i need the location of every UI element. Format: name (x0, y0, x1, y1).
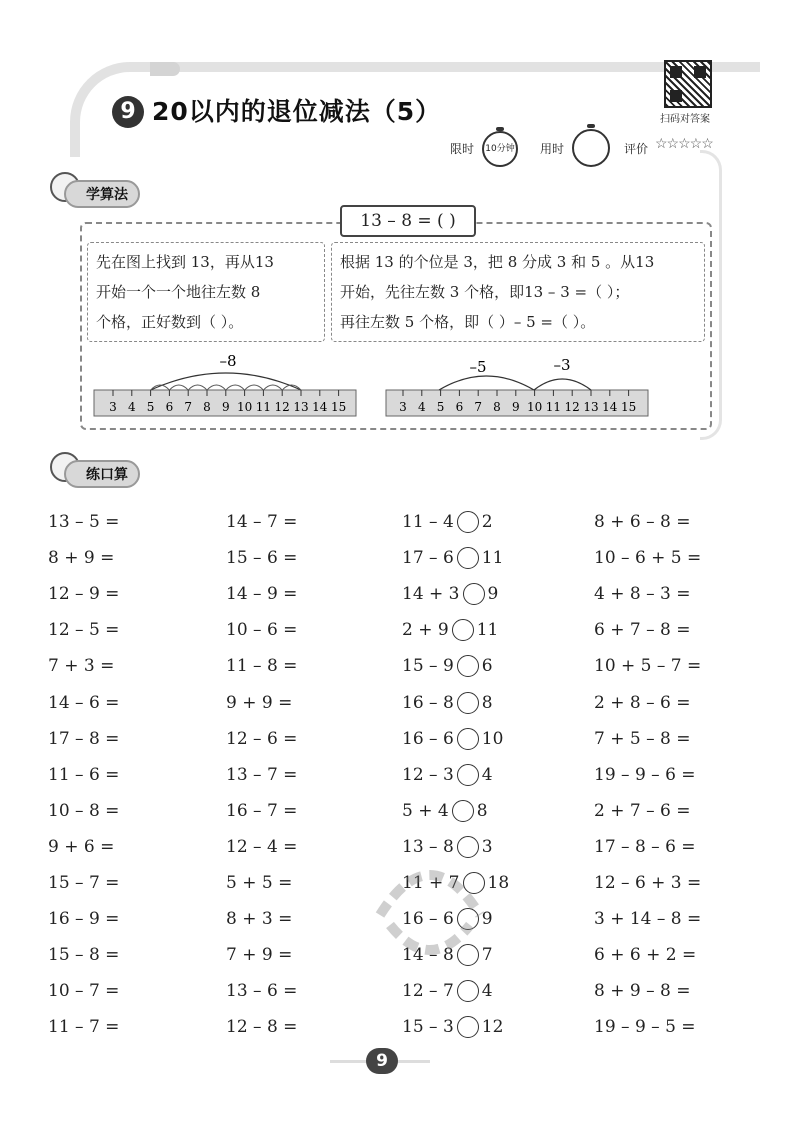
compare-left: 11 + 7 (402, 873, 460, 893)
exercise-item[interactable]: 3 + 14 – 8 = (594, 909, 702, 930)
number-line-tick-label: 7 (184, 400, 193, 414)
compare-left: 11 – 4 (402, 512, 454, 532)
compare-left: 16 – 6 (402, 909, 454, 930)
number-line-tick-label: 7 (474, 400, 483, 414)
jump-arc-1 (226, 385, 245, 390)
exercise-item[interactable] (402, 618, 498, 642)
method-left-box (87, 242, 325, 342)
watermark-stamp (360, 845, 500, 965)
compare-circle[interactable] (457, 692, 479, 714)
jump-arc-1 (188, 385, 207, 390)
jump-arc-5 (439, 376, 534, 390)
exercise-item[interactable]: 12 – 4 = (226, 836, 298, 857)
exercise-item[interactable]: 12 – 9 = (48, 584, 120, 605)
number-line-tick-label: 5 (146, 400, 155, 414)
clock-knob-icon (587, 124, 595, 128)
exercise-item[interactable]: 6 + 6 + 2 = (594, 945, 697, 966)
number-line-tick-label: 6 (455, 400, 464, 414)
jump-arc-1 (169, 385, 188, 390)
exercise-item[interactable]: 15 – 8 = (48, 945, 120, 966)
rating-label: 评价 (624, 142, 649, 156)
compare-circle[interactable] (457, 764, 479, 786)
compare-right: 11 (476, 620, 499, 641)
jump-arc-1 (207, 385, 226, 390)
time-used-label: 用时 (540, 142, 565, 156)
compare-left: 17 – 6 (402, 548, 454, 569)
exercise-item[interactable] (402, 691, 493, 715)
method-left-line: 个格，正好数到（ ）。 (96, 313, 244, 331)
jump-arc-1 (245, 385, 264, 390)
exercise-item[interactable]: 12 – 5 = (48, 620, 120, 641)
time-used-clock[interactable] (572, 129, 610, 167)
compare-right: 10 (481, 728, 504, 749)
number-line-tick-label: 13 (293, 400, 309, 414)
method-left-line: 开始一个一个地往左数 8 (96, 283, 261, 301)
exercise-item[interactable] (402, 546, 503, 570)
exercise-item[interactable]: 13 – 7 = (226, 764, 298, 785)
compare-right: 9 (487, 584, 499, 605)
compare-right: 8 (476, 800, 488, 821)
exercise-item[interactable]: 10 – 7 = (48, 981, 120, 1002)
formula-box: 13 – 8 = ( ) (340, 205, 476, 237)
exercise-item[interactable]: 6 + 7 – 8 = (594, 620, 691, 641)
compare-circle[interactable] (457, 980, 479, 1002)
method-right-line: 再往左数 5 个格，即（ ）– 5 =（ ）。 (340, 313, 596, 331)
exercise-item[interactable]: 10 – 6 + 5 = (594, 548, 702, 569)
number-line-tick-label: 10 (526, 400, 543, 414)
number-line-tick-label: 3 (399, 400, 407, 414)
section-tag-learn: 学算法 (64, 180, 140, 208)
exercise-item[interactable]: 9 + 6 = (48, 836, 115, 857)
number-line-left (90, 348, 360, 423)
exercise-item[interactable]: 19 – 9 – 6 = (594, 764, 696, 785)
exercise-item[interactable]: 10 – 8 = (48, 800, 120, 821)
compare-left: 14 + 3 (402, 584, 460, 605)
compare-right: 9 (481, 909, 493, 930)
compare-circle[interactable] (452, 800, 474, 822)
compare-left: 5 + 4 (402, 800, 449, 821)
exercise-item[interactable]: 9 + 9 = (226, 692, 293, 713)
number-line-tick-label: 6 (165, 400, 174, 414)
compare-left: 16 – 6 (402, 728, 454, 749)
jump-arc-3 (534, 379, 591, 390)
lesson-number-badge: 9 (112, 96, 144, 128)
exercise-item[interactable]: 19 – 9 – 5 = (594, 1017, 696, 1038)
exercise-item[interactable]: 14 – 7 = (226, 512, 298, 532)
number-line-tick-label: 9 (221, 400, 230, 414)
exercise-item[interactable]: 14 – 6 = (48, 692, 120, 713)
jump-label: –8 (219, 352, 237, 370)
compare-circle[interactable] (452, 619, 474, 641)
exercise-item[interactable]: 13 – 6 = (226, 981, 298, 1002)
exercise-item[interactable] (402, 979, 493, 1003)
time-limit-clock: 10分钟 (482, 131, 518, 167)
number-line-tick-label: 15 (330, 400, 347, 414)
number-line-right (382, 348, 652, 423)
compare-left: 15 – 3 (402, 1017, 454, 1038)
compare-circle[interactable] (457, 547, 479, 569)
compare-circle[interactable] (457, 1016, 479, 1038)
method-right-line: 根据 13 的个位是 3，把 8 分成 3 和 5 。从13 (340, 253, 655, 271)
exercise-item[interactable]: 5 + 5 = (226, 873, 293, 893)
compare-right: 11 (481, 548, 504, 569)
exercise-item[interactable]: 12 – 6 = (226, 728, 298, 749)
compare-right: 18 (487, 873, 510, 893)
compare-left: 12 – 3 (402, 764, 454, 785)
number-line-tick-label: 9 (511, 400, 520, 414)
compare-left: 15 – 9 (402, 656, 454, 677)
compare-right: 6 (481, 656, 493, 677)
exercise-item[interactable]: 13 – 5 = (48, 512, 120, 532)
number-line-tick-label: 14 (602, 400, 618, 414)
exercise-item[interactable]: 7 + 5 – 8 = (594, 728, 691, 749)
number-line-tick-label: 4 (417, 400, 426, 414)
compare-right: 12 (481, 1017, 504, 1038)
exercise-item[interactable]: 8 + 9 = (48, 548, 115, 569)
method-right-box (331, 242, 705, 342)
compare-circle[interactable] (457, 511, 479, 533)
exercise-item[interactable]: 8 + 9 – 8 = (594, 981, 691, 1002)
exercise-item[interactable]: 2 + 8 – 6 = (594, 692, 691, 713)
number-line-tick-label: 11 (545, 400, 562, 414)
jump-label: –3 (553, 356, 571, 374)
exercise-item[interactable] (402, 510, 493, 534)
qr-caption: 扫码对答案 (660, 114, 710, 125)
compare-right: 2 (481, 512, 493, 532)
jump-arc-1 (263, 385, 282, 390)
number-line-tick-label: 12 (564, 400, 580, 414)
compare-circle[interactable] (463, 583, 485, 605)
exercise-item[interactable]: 16 – 7 = (226, 800, 298, 821)
compare-right: 7 (481, 945, 493, 966)
section-tag-practice: 练口算 (64, 460, 140, 488)
exercise-item[interactable]: 11 – 8 = (226, 656, 298, 677)
compare-right: 4 (481, 764, 493, 785)
exercise-item[interactable]: 4 + 8 – 3 = (594, 584, 691, 605)
number-line-tick-label: 4 (127, 400, 136, 414)
exercise-item[interactable]: 12 – 8 = (226, 1017, 298, 1038)
qr-code-icon[interactable] (664, 60, 712, 108)
exercise-item[interactable]: 14 – 9 = (226, 584, 298, 605)
compare-right: 4 (481, 981, 493, 1002)
jump-label: –5 (469, 358, 487, 376)
number-line-tick-label: 8 (493, 400, 501, 414)
compare-right: 3 (481, 836, 493, 857)
compare-circle[interactable] (457, 728, 479, 750)
number-line-tick-label: 13 (583, 400, 599, 414)
number-line-tick-label: 14 (312, 400, 328, 414)
compare-left: 14 – 8 (402, 945, 454, 966)
exercise-item[interactable] (402, 727, 503, 751)
compare-left: 16 – 8 (402, 692, 454, 713)
exercise-item[interactable]: 11 – 7 = (48, 1017, 120, 1038)
jump-arc-8 (151, 373, 301, 390)
exercise-item[interactable]: 12 – 6 + 3 = (594, 873, 702, 893)
number-line-tick-label: 3 (109, 400, 117, 414)
number-line-tick-label: 10 (236, 400, 253, 414)
number-line-tick-label: 12 (274, 400, 290, 414)
time-limit-label: 限时 (450, 142, 475, 156)
exercise-item[interactable] (402, 582, 498, 606)
exercise-item[interactable]: 17 – 8 – 6 = (594, 836, 696, 857)
exercise-item[interactable]: 15 – 6 = (226, 548, 298, 569)
exercise-item[interactable]: 15 – 7 = (48, 873, 120, 893)
exercise-item[interactable]: 8 + 6 – 8 = (594, 512, 691, 532)
method-left-line: 先在图上找到 13，再从13 (96, 253, 274, 271)
exercise-item[interactable]: 10 – 6 = (226, 620, 298, 641)
exercise-item[interactable]: 8 + 3 = (226, 909, 293, 930)
exercise-item[interactable]: 10 + 5 – 7 = (594, 656, 702, 677)
method-right-line: 开始，先往左数 3 个格，即13 – 3 =（ ）； (340, 283, 630, 301)
exercise-item[interactable]: 16 – 9 = (48, 909, 120, 930)
number-line-tick-label: 11 (255, 400, 272, 414)
number-line-tick-label: 5 (436, 400, 445, 414)
compare-circle[interactable] (457, 655, 479, 677)
exercise-item[interactable] (402, 799, 488, 823)
number-line-tick-label: 15 (620, 400, 637, 414)
header-tab (150, 62, 180, 76)
rating-stars[interactable]: ☆☆☆☆☆ (655, 136, 713, 152)
exercise-item[interactable] (402, 763, 493, 787)
number-line-tick-label: 8 (203, 400, 211, 414)
exercise-item[interactable]: 17 – 8 = (48, 728, 120, 749)
exercise-item[interactable] (402, 1015, 503, 1039)
compare-left: 12 – 7 (402, 981, 454, 1002)
exercise-item[interactable] (402, 654, 493, 678)
compare-right: 8 (481, 692, 493, 713)
compare-left: 13 – 8 (402, 836, 454, 857)
exercise-item[interactable]: 7 + 9 = (226, 945, 293, 966)
page-number: 9 (366, 1048, 398, 1074)
exercise-item[interactable]: 7 + 3 = (48, 656, 115, 677)
page-title: 20以内的退位减法（5） (152, 97, 442, 126)
exercise-item[interactable]: 11 – 6 = (48, 764, 120, 785)
compare-left: 2 + 9 (402, 620, 449, 641)
exercise-item[interactable]: 2 + 7 – 6 = (594, 800, 691, 821)
